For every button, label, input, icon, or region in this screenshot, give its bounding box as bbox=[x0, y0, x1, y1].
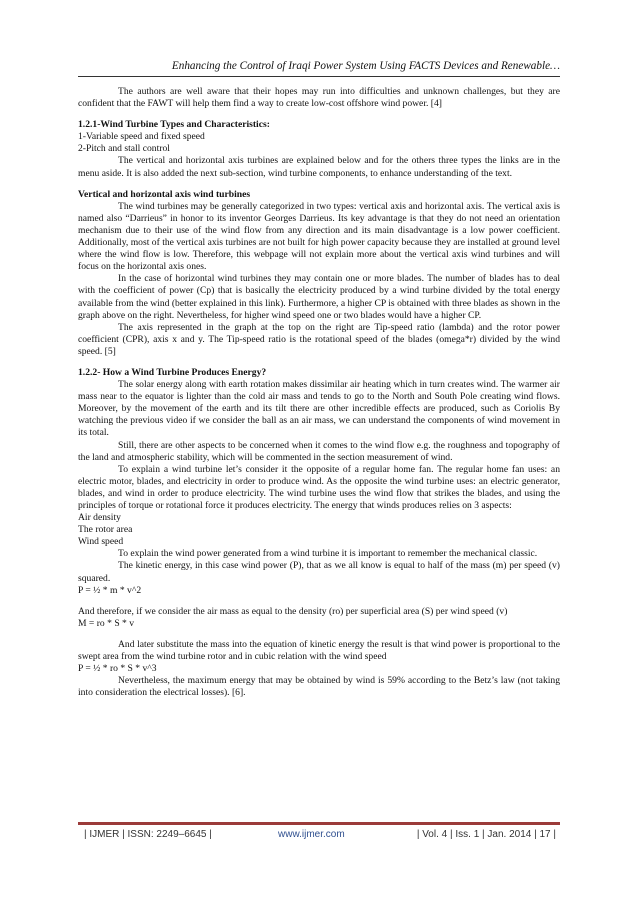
paragraph-7: Still, there are other aspects to be concerned when it comes to the wind flow e.g. the roughness and topography of the land and atmospheric stability, which will be commented in the section measurement of wind. bbox=[78, 439, 560, 463]
paragraph-13: Nevertheless, the maximum energy that may be obtained by wind is 59% according to the Betz’s law (not taking into consideration the electrical losses). [6]. bbox=[78, 675, 560, 699]
paragraph-9: To explain the wind power generated from a wind turbine it is important to remember the mechanical classic. bbox=[118, 548, 538, 560]
paragraph-4: In the case of horizontal wind turbines they may contain one or more blades. The number of blades has to deal with the coefficient of power (Cp) that is basically the electricity produced by a wind turbine divided by the total energy available from the wind (better explained in this link). Furthermore, a higher CP is obtained with three blades as shown in the graph above on the right. Nevertheless, for higher wind speed one or two blades would have a higher CP. bbox=[78, 273, 560, 321]
paragraph-2: The vertical and horizontal axis turbines are explained below and for the others three types the links are in the menu aside. It is also added the next sub-section, wind turbine components, to enhance understanding of the text. bbox=[78, 155, 560, 179]
paragraph-12: And later substitute the mass into the equation of kinetic energy the result is that wind power is proportional to the swept area from the wind turbine rotor and in cubic relation with the wind speed bbox=[78, 638, 560, 663]
list-item-1: 1-Variable speed and fixed speed bbox=[78, 131, 205, 143]
footer-rule bbox=[78, 822, 560, 825]
list-item-wind-speed: Wind speed bbox=[78, 536, 124, 548]
subsection-heading-axis: Vertical and horizontal axis wind turbines bbox=[78, 188, 251, 200]
running-header: Enhancing the Control of Iraqi Power System Using FACTS Devices and Renewable… bbox=[171, 60, 560, 72]
paragraph-11: And therefore, if we consider the air mass as equal to the density (ro) per superficial area (S) per wind speed (v) bbox=[78, 605, 508, 617]
list-item-air-density: Air density bbox=[78, 512, 121, 524]
header-rule bbox=[78, 76, 560, 77]
footer-website-link[interactable]: www.ijmer.com bbox=[278, 829, 345, 840]
paragraph-3: The wind turbines may be generally categorized in two types: vertical axis and horizontal axis. The vertical axis is named also “Darrieus” in honor to its inventor Georges Darrieus. Its key advantage is that they do not need an orientation mechanism due to their use of the wind flow from any direction and its main disadvantage is a low power coefficient. Additionally, most of the vertical axis turbines are not built for high power capacity because they are installed at ground level where the wind flow is low. Therefore, this webpage will not explain more about the vertical axis wind turbines and will focus on the horizontal axis ones. bbox=[78, 200, 560, 273]
footer-journal-info: | IJMER | ISSN: 2249–6645 | bbox=[84, 829, 212, 840]
paragraph-8: To explain a wind turbine let’s consider it the opposite of a regular home fan. The regular home fan uses: an electric motor, blades, and electricity in order to produce wind. As the opposite the wind turbine uses: an electric generator, blades, and wind in order to produce electricity. The wind turbine uses the wind flow that strikes the blades, and using the principles of torque or rotational force it produces electricity. The energy that winds produces relies on 3 aspects: bbox=[78, 463, 560, 511]
section-heading-1-2-2: 1.2.2- How a Wind Turbine Produces Energy? bbox=[78, 366, 267, 378]
page-footer bbox=[78, 829, 560, 843]
equation-1: P = ½ * m * v^2 bbox=[78, 584, 142, 596]
list-item-2: 2-Pitch and stall control bbox=[78, 143, 170, 155]
equation-2: M = ro * S * v bbox=[78, 617, 135, 629]
equation-3: P = ½ * ro * S * v^3 bbox=[78, 663, 157, 675]
paragraph-6: The solar energy along with earth rotation makes dissimilar air heating which in turn creates wind. The warmer air mass near to the equator is lighter than the cold air mass and tends to go to the North and South Pole creating wind flows. Moreover, by the movement of the earth and its tilt there are other incredible effects are produced, such as Coriolis By watching the previous video if we consider the ball as an air mass, we can understand the components of wind movement in its total. bbox=[78, 379, 560, 439]
paragraph-5: The axis represented in the graph at the top on the right are Tip-speed ratio (lambda) and the rotor power coefficient (CPR), axis x and y. The Tip-speed ratio is the rotational speed of the blades (omega*r) divided by the wind speed. [5] bbox=[78, 321, 560, 357]
paragraph-10: The kinetic energy, in this case wind power (P), that as we all know is equal to half of the mass (m) per speed (v) squared. bbox=[78, 560, 560, 584]
list-item-rotor-area: The rotor area bbox=[78, 524, 133, 536]
paragraph-1: The authors are well aware that their hopes may run into difficulties and unknown challenges, but they are confident that the FAWT will help them find a way to create low-cost offshore wind power. [4] bbox=[78, 86, 560, 110]
footer-issue-info: | Vol. 4 | Iss. 1 | Jan. 2014 | 17 | bbox=[416, 829, 556, 840]
section-heading-1-2-1: 1.2.1-Wind Turbine Types and Characteristics: bbox=[78, 119, 270, 131]
page-body bbox=[78, 86, 560, 699]
